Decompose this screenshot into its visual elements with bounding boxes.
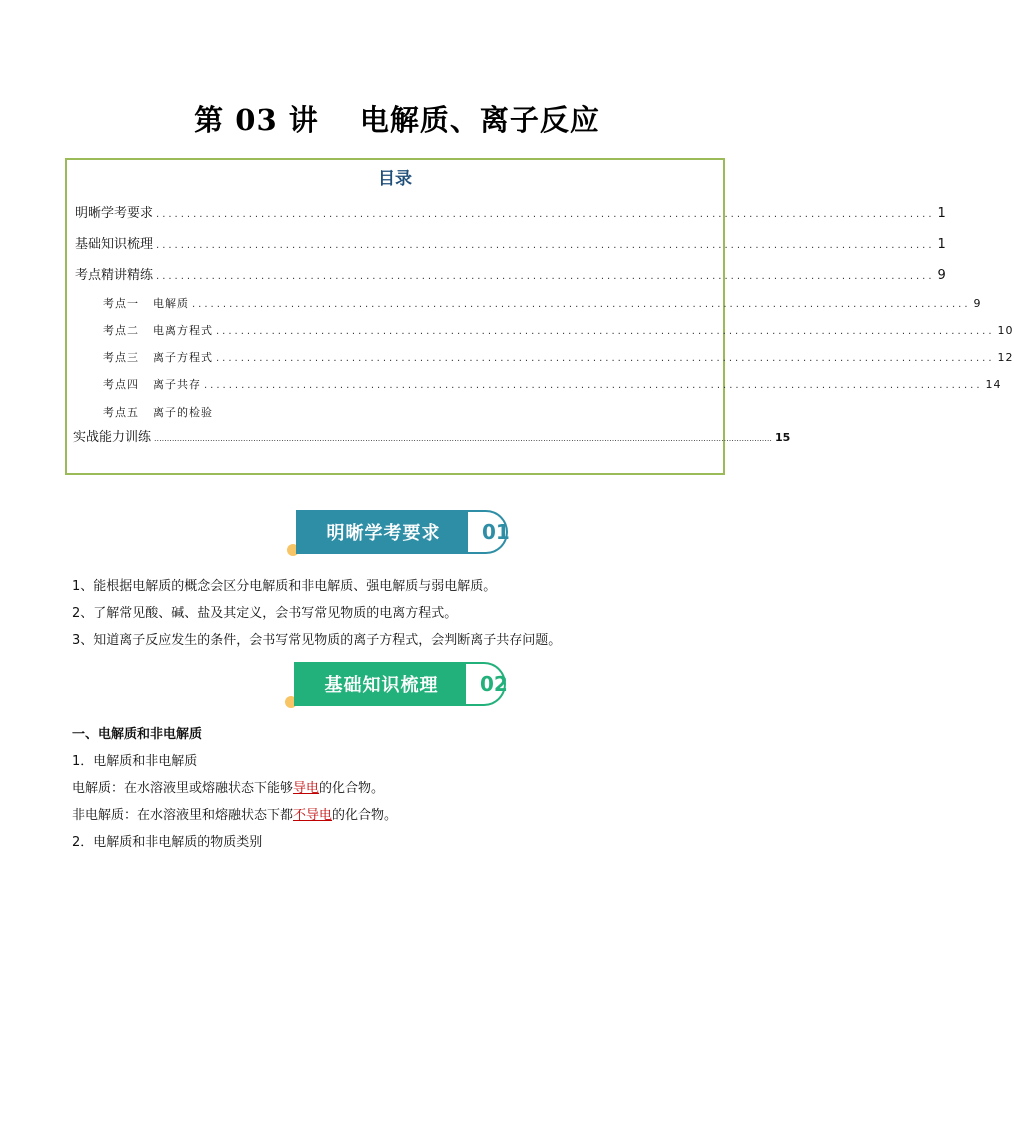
definition-keyword: 不导电	[293, 808, 333, 823]
definition-nonelectrolyte	[72, 804, 397, 823]
toc-subitem-number: 考点四	[103, 378, 139, 391]
toc-subitem[interactable]	[103, 404, 213, 420]
requirement-item: 1、能根据电解质的概念会区分电解质和非电解质、强电解质与弱电解质。	[72, 579, 497, 594]
toc-item[interactable]	[75, 233, 946, 252]
toc-subitem-page: 10	[997, 324, 1014, 337]
toc-subitem[interactable]	[103, 322, 1014, 338]
toc-leader: ...................................................................................................................................................................................................................................................	[154, 434, 772, 443]
banner-title: 基础知识梳理	[294, 662, 469, 706]
toc-leader: ..............................................................................................................................	[216, 326, 995, 337]
toc-heading: 目录	[378, 169, 412, 189]
definition-keyword: 导电	[293, 781, 320, 796]
toc-item-page: 9	[937, 268, 946, 283]
toc-subitem-label: 电离方程式	[153, 324, 213, 337]
toc-item[interactable]	[75, 264, 946, 283]
banner-title: 明晰学考要求	[296, 510, 471, 554]
toc-subitem-number: 考点三	[103, 351, 139, 364]
toc-item-page: 1	[937, 206, 946, 221]
toc-item-label: 基础知识梳理	[75, 237, 154, 252]
toc-item-page: 1	[937, 237, 946, 252]
toc-subitem-number: 考点一	[103, 297, 139, 310]
banner-number: 02	[480, 672, 508, 696]
definition-text: 的化合物。	[332, 808, 398, 823]
definition-text: 的化合物。	[319, 781, 385, 796]
point-heading: 1．电解质和非电解质	[72, 754, 198, 769]
definition-text: 电解质：在水溶液里或熔融状态下能够	[72, 781, 294, 796]
toc-leader: ..............................................................................................................................	[156, 209, 935, 220]
toc-leader: ..............................................................................................................................	[156, 271, 935, 282]
toc-item-label: 明晰学考要求	[75, 206, 154, 221]
toc-subitem-page: 12	[997, 351, 1014, 364]
table-of-contents	[65, 158, 1014, 475]
toc-subitem-number: 考点五	[103, 406, 139, 419]
toc-subitem[interactable]	[103, 295, 982, 311]
toc-item[interactable]	[75, 202, 946, 221]
requirement-item: 2、了解常见酸、碱、盐及其定义，会书写常见物质的电离方程式。	[72, 606, 458, 621]
banner-number: 01	[482, 520, 510, 544]
toc-subitem-label: 离子的检验	[153, 406, 213, 419]
toc-subitem-page: 9	[973, 297, 982, 310]
toc-subitem-number: 考点二	[103, 324, 139, 337]
toc-subitem[interactable]	[103, 349, 1014, 365]
toc-subitem-label: 离子方程式	[153, 351, 213, 364]
point-heading: 2．电解质和非电解质的物质类别	[72, 835, 263, 850]
toc-leader: ..............................................................................................................................	[204, 380, 983, 391]
toc-item-page: 15	[774, 431, 791, 444]
toc-subitem-label: 离子共存	[153, 378, 201, 391]
requirement-item: 3、知道离子反应发生的条件，会书写常见物质的离子方程式，会判断离子共存问题。	[72, 633, 562, 648]
section-subheading: 一、电解质和非电解质	[72, 727, 203, 742]
toc-item-label: 考点精讲精练	[75, 268, 154, 283]
toc-subitem-page: 14	[985, 378, 1002, 391]
toc-leader: ..............................................................................................................................	[192, 299, 971, 310]
toc-item[interactable]	[73, 426, 791, 445]
toc-leader: ..............................................................................................................................	[216, 353, 995, 364]
toc-subitem-label: 电解质	[153, 297, 189, 310]
definition-text: 非电解质：在水溶液里和熔融状态下都	[72, 808, 294, 823]
page-title: 第 03 讲 电解质、离子反应	[194, 103, 600, 137]
toc-leader: ..............................................................................................................................	[156, 240, 935, 251]
toc-item-label: 实战能力训练	[73, 430, 152, 445]
toc-subitem[interactable]	[103, 376, 1002, 392]
definition-electrolyte	[72, 777, 384, 796]
